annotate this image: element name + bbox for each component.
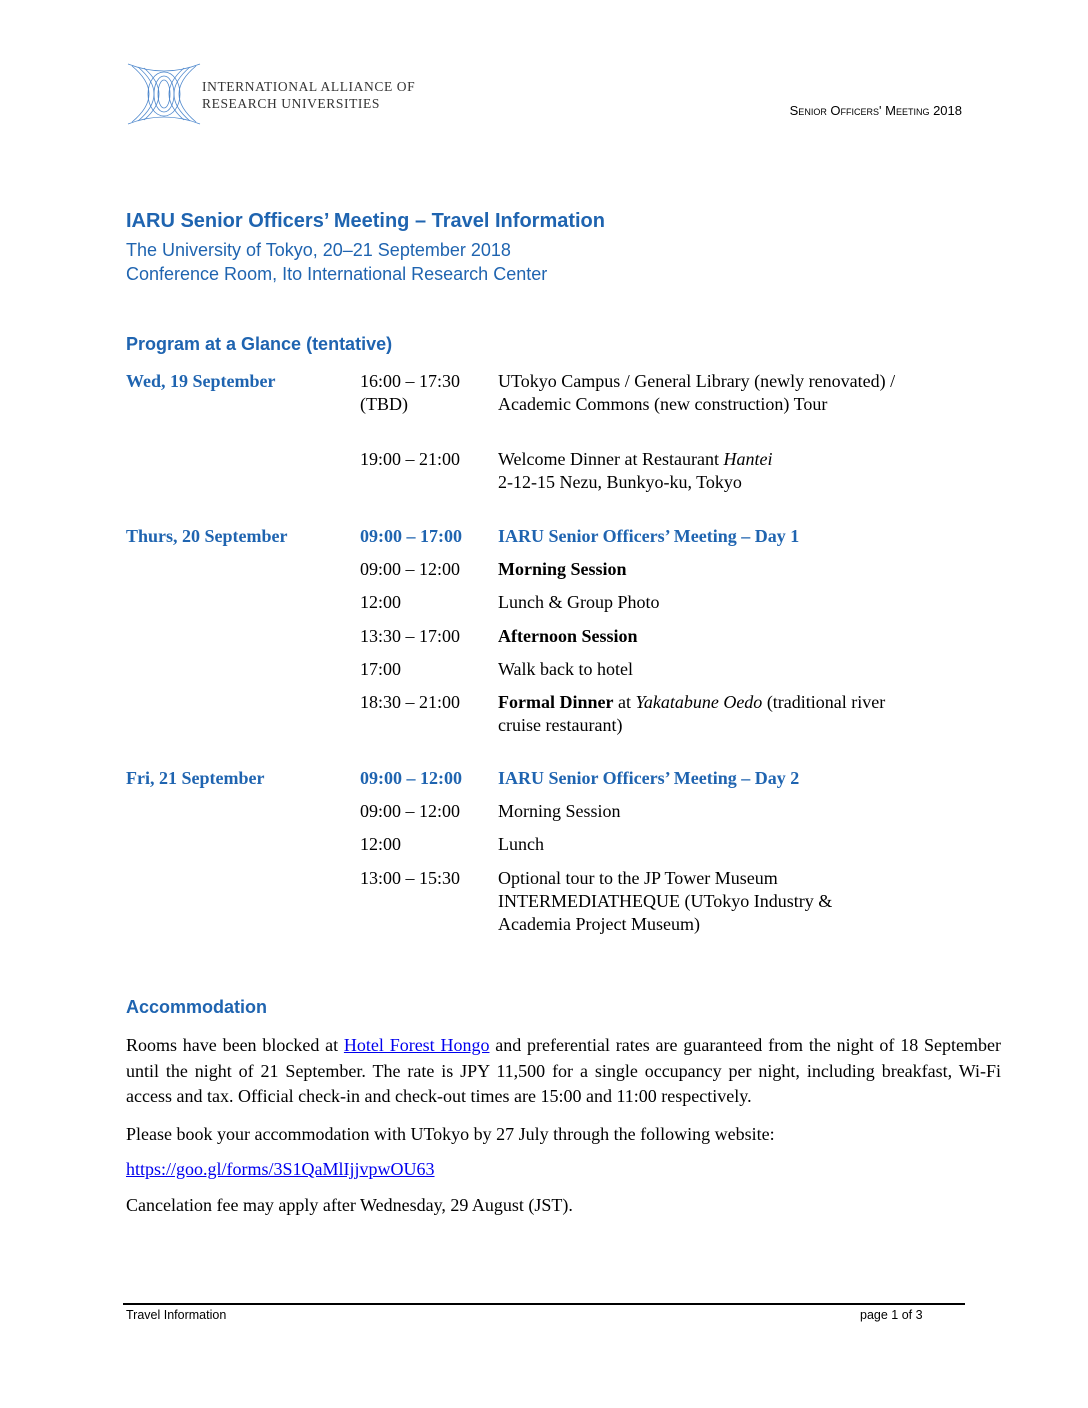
program-time: 16:00 – 17:30 [360, 371, 461, 391]
program-time: 12:00 [360, 834, 402, 854]
program-desc-cont: Academic Commons (new construction) Tour [498, 394, 828, 414]
paragraph-text: Rooms have been blocked at [126, 1035, 344, 1055]
program-desc-text: at [613, 692, 636, 712]
iaru-logo-icon [126, 58, 202, 130]
logo-text [202, 78, 415, 112]
hotel-forest-hongo-link[interactable]: Hotel Forest Hongo [343, 1035, 490, 1055]
program-desc: Lunch & Group Photo [498, 592, 660, 612]
program-time: 09:00 – 17:00 [360, 526, 462, 546]
restaurant-name: Yakatabune Oedo [635, 692, 763, 712]
formal-dinner-label: Formal Dinner [498, 692, 614, 712]
running-head: Senior Officers' Meeting 2018 [789, 103, 962, 118]
program-time: 09:00 – 12:00 [360, 559, 461, 579]
page-number: page 1 of 3 [860, 1308, 923, 1322]
program-desc-text: Welcome Dinner at Restaurant [498, 449, 724, 469]
program-table [126, 370, 1026, 950]
program-desc-address: 2-12-15 Nezu, Bunkyo-ku, Tokyo [498, 472, 742, 492]
program-desc: Morning Session [498, 801, 621, 821]
day-label-thu: Thurs, 20 September [126, 526, 288, 546]
program-time: 17:00 [360, 659, 402, 679]
program-time: 09:00 – 12:00 [360, 768, 462, 788]
program-desc: Optional tour to the JP Tower Museum [498, 868, 778, 888]
program-time: 19:00 – 21:00 [360, 449, 461, 469]
day-label-fri: Fri, 21 September [126, 768, 265, 788]
document-subtitle-venue: The University of Tokyo, 20–21 September 2018 [126, 240, 511, 260]
logo-line-1: INTERNATIONAL ALLIANCE OF [202, 79, 416, 94]
day-label-wed: Wed, 19 September [126, 371, 276, 391]
program-desc: Lunch [498, 834, 544, 854]
program-desc: IARU Senior Officers’ Meeting – Day 1 [498, 526, 800, 546]
program-desc [498, 691, 968, 714]
cancellation-note: Cancelation fee may apply after Wednesday, 29 August (JST). [126, 1195, 573, 1215]
program-desc: Morning Session [498, 559, 627, 579]
program-time: 12:00 [360, 592, 402, 612]
iaru-logo [126, 58, 426, 130]
paragraph-text: and preferential rates are guaranteed from the night of 18 September until the night of 21 September. The rate is JPY 11,500 for a single occupancy per night, including breakfast, Wi-Fi access and tax. Official check-in and check-out times are 15:00 and 11:00 respectively. [126, 1035, 1001, 1106]
footer-divider [123, 1303, 965, 1305]
program-desc [498, 448, 968, 471]
program-time-note: (TBD) [360, 394, 408, 414]
logo-line-2: RESEARCH UNIVERSITIES [202, 96, 380, 111]
program-desc: Afternoon Session [498, 626, 638, 646]
document-title: IARU Senior Officers’ Meeting – Travel Information [126, 210, 605, 232]
accommodation-heading: Accommodation [126, 997, 268, 1017]
restaurant-name: Hantei [723, 449, 773, 469]
booking-instruction: Please book your accommodation with UTokyo by 27 July through the following website: [126, 1124, 775, 1144]
program-desc: Walk back to hotel [498, 659, 634, 679]
program-heading: Program at a Glance (tentative) [126, 334, 393, 354]
program-desc: UTokyo Campus / General Library (newly renovated) / [498, 371, 896, 391]
program-time: 13:00 – 15:30 [360, 868, 461, 888]
program-desc-cont: Academia Project Museum) [498, 914, 700, 934]
footer-title: Travel Information [126, 1308, 227, 1322]
program-time: 09:00 – 12:00 [360, 801, 461, 821]
program-desc-cont: INTERMEDIATHEQUE (UTokyo Industry & [498, 891, 833, 911]
document-subtitle-room: Conference Room, Ito International Research Center [126, 264, 548, 284]
program-desc-text: (traditional river [762, 692, 886, 712]
booking-form-link[interactable]: https://goo.gl/forms/3S1QaMlIjjvpwOU63 [126, 1159, 435, 1179]
accommodation-paragraph [126, 1033, 1001, 1110]
program-desc: IARU Senior Officers’ Meeting – Day 2 [498, 768, 800, 788]
booking-link-line [126, 1157, 1001, 1183]
program-time: 18:30 – 21:00 [360, 692, 461, 712]
program-time: 13:30 – 17:00 [360, 626, 461, 646]
program-desc-cont: cruise restaurant) [498, 715, 623, 735]
